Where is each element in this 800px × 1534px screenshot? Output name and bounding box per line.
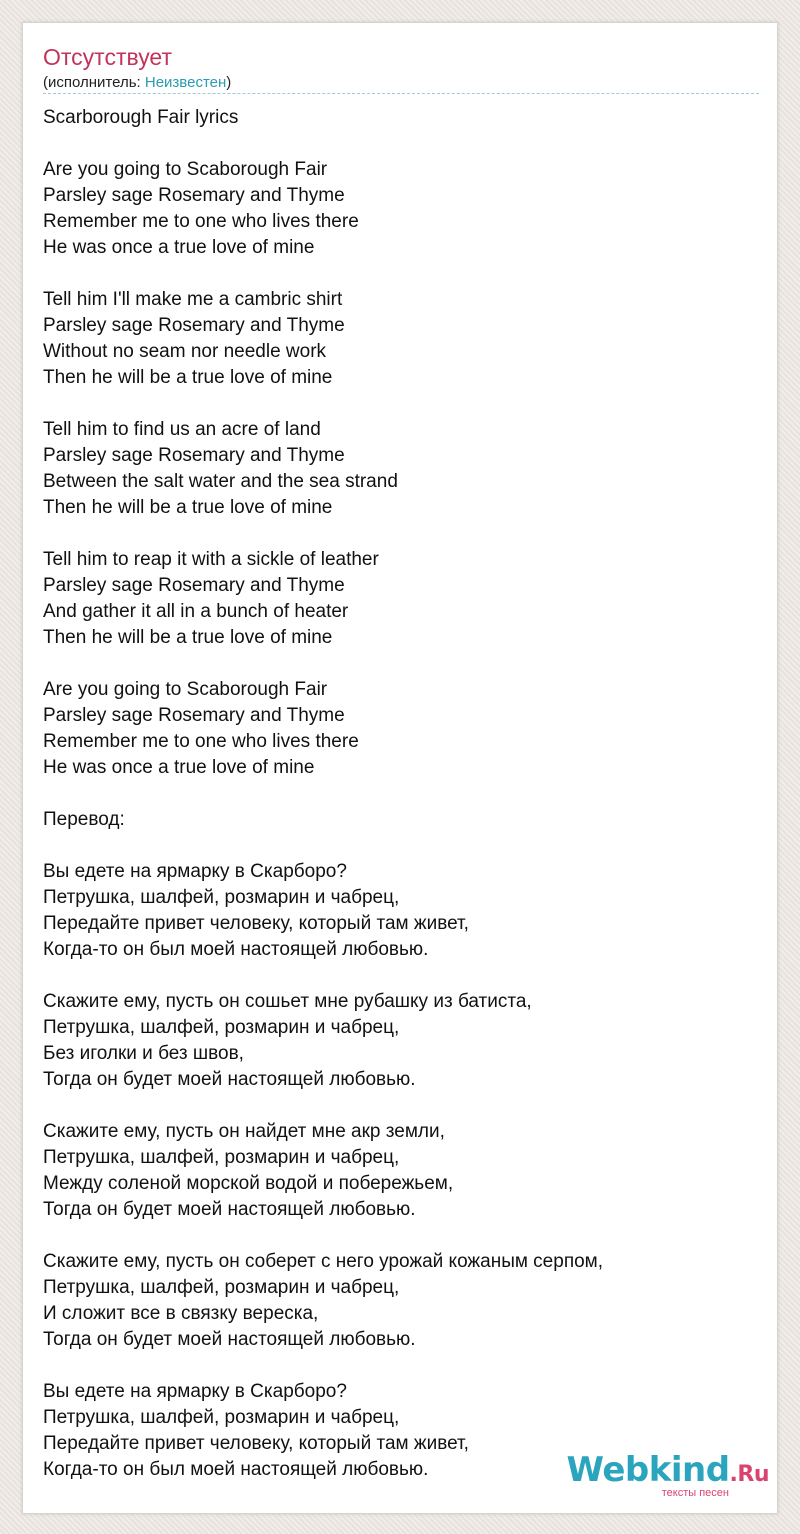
lyrics-line: Parsley sage Rosemary and Thyme [43, 185, 345, 206]
lyrics-line: Тогда он будет моей настоящей любовью. [43, 1329, 416, 1350]
lyrics-line: Петрушка, шалфей, розмарин и чабрец, [43, 1407, 400, 1428]
lyrics-line: Скажите ему, пусть он соберет с него урожай кожаным серпом, [43, 1251, 604, 1272]
artist-link[interactable]: Неизвестен [144, 74, 227, 91]
lyrics-line: Are you going to Scaborough Fair [43, 159, 328, 180]
lyrics-blank-line [43, 833, 603, 859]
lyrics-line: Remember me to one who lives there [43, 731, 359, 752]
lyrics-line: Parsley sage Rosemary and Thyme [43, 445, 345, 466]
lyrics-line: Then he will be a true love of mine [43, 367, 333, 388]
lyrics-line: И сложит все в связку вереска, [43, 1303, 319, 1324]
song-title: Отсутствует [43, 44, 172, 70]
lyrics-line: Скажите ему, пусть он найдет мне акр земли, [43, 1121, 445, 1142]
lyrics-line: He was once a true love of mine [43, 237, 315, 258]
artist-prefix: (исполнитель: [43, 74, 145, 91]
lyrics-line: Тогда он будет моей настоящей любовью. [43, 1199, 416, 1220]
lyrics-line: Are you going to Scaborough Fair [43, 679, 328, 700]
header-divider [43, 93, 759, 94]
lyrics-blank-line [43, 1353, 603, 1379]
lyrics-line: Когда-то он был моей настоящей любовью. [43, 1459, 429, 1480]
lyrics-line: Передайте привет человеку, который там живет, [43, 1433, 469, 1454]
lyrics-blank-line [43, 1093, 603, 1119]
lyrics-blank-line [43, 781, 603, 807]
logo-name: Webkind [566, 1450, 730, 1490]
lyrics-line: Between the salt water and the sea strand [43, 471, 398, 492]
lyrics-line: Tell him to find us an acre of land [43, 419, 321, 440]
lyrics-blank-line [43, 963, 603, 989]
lyrics-line: He was once a true love of mine [43, 757, 315, 778]
lyrics-line: Remember me to one who lives there [43, 211, 359, 232]
logo-tld: .Ru [729, 1462, 769, 1487]
lyrics-line: Tell him to reap it with a sickle of leather [43, 549, 379, 570]
lyrics-line: And gather it all in a bunch of heater [43, 601, 349, 622]
artist-line [43, 73, 231, 93]
site-logo[interactable] [567, 1452, 769, 1499]
lyrics-line: Между соленой морской водой и побережьем, [43, 1173, 454, 1194]
lyrics-line: Scarborough Fair lyrics [43, 107, 239, 128]
lyrics-line: Без иголки и без швов, [43, 1043, 244, 1064]
lyrics-line: Петрушка, шалфей, розмарин и чабрец, [43, 1017, 400, 1038]
lyrics-blank-line [43, 261, 603, 287]
lyrics-line: Tell him I'll make me a cambric shirt [43, 289, 343, 310]
lyrics-line: Then he will be a true love of mine [43, 497, 333, 518]
lyrics-line: Передайте привет человеку, который там живет, [43, 913, 469, 934]
lyrics-line: Перевод: [43, 809, 125, 830]
lyrics-line: Петрушка, шалфей, розмарин и чабрец, [43, 887, 400, 908]
logo-tagline: тексты песен [661, 1487, 729, 1499]
lyrics-line: Parsley sage Rosemary and Thyme [43, 705, 345, 726]
lyrics-line: Вы едете на ярмарку в Скарборо? [43, 1381, 347, 1402]
lyrics-blank-line [43, 391, 603, 417]
lyrics-line: Петрушка, шалфей, розмарин и чабрец, [43, 1277, 400, 1298]
artist-suffix: ) [226, 74, 232, 91]
lyrics-line: Parsley sage Rosemary and Thyme [43, 315, 345, 336]
lyrics-line: Without no seam nor needle work [43, 341, 327, 362]
lyrics-blank-line [43, 651, 603, 677]
lyrics-card [22, 22, 778, 1514]
lyrics-line: Когда-то он был моей настоящей любовью. [43, 939, 429, 960]
lyrics-line: Parsley sage Rosemary and Thyme [43, 575, 345, 596]
lyrics-blank-line [43, 131, 603, 157]
lyrics-line: Вы едете на ярмарку в Скарборо? [43, 861, 347, 882]
lyrics-line: Тогда он будет моей настоящей любовью. [43, 1069, 416, 1090]
lyrics-blank-line [43, 521, 603, 547]
lyrics-blank-line [43, 1223, 603, 1249]
lyrics-line: Скажите ему, пусть он сошьет мне рубашку из батиста, [43, 991, 532, 1012]
lyrics-body [43, 105, 603, 1483]
lyrics-line: Then he will be a true love of mine [43, 627, 333, 648]
lyrics-line: Петрушка, шалфей, розмарин и чабрец, [43, 1147, 400, 1168]
